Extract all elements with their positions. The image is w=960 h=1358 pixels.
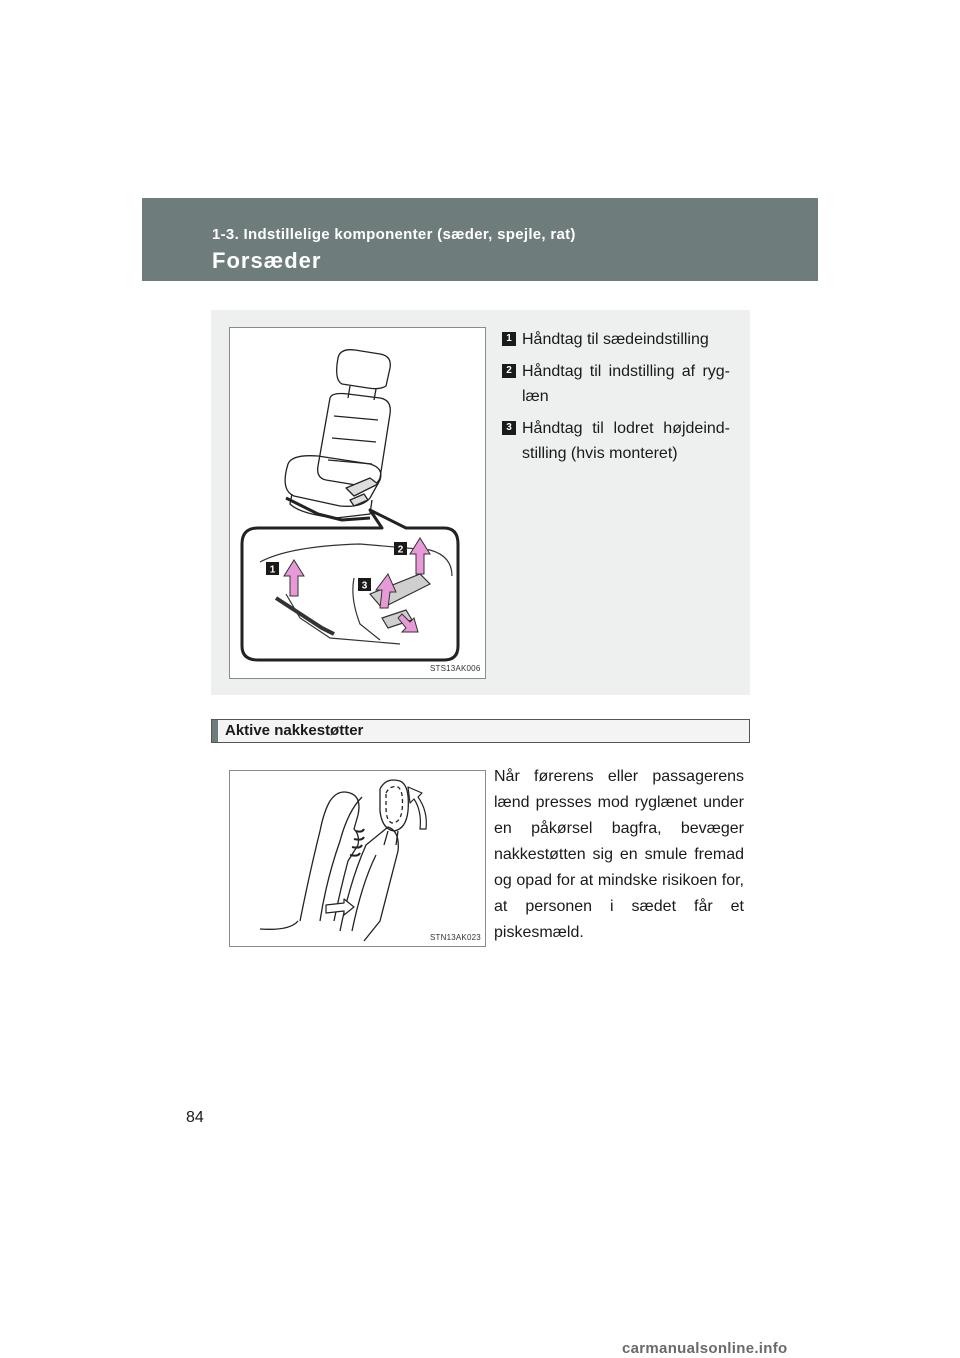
chapter-header <box>142 198 818 281</box>
headrest-drawing <box>230 771 485 946</box>
number-badge: 3 <box>502 421 516 435</box>
figure-legend <box>502 327 730 473</box>
legend-item <box>502 416 730 466</box>
callout-label-3: 3 <box>361 580 368 592</box>
legend-item <box>502 327 730 352</box>
legend-item <box>502 359 730 409</box>
callout-label-1: 1 <box>269 564 276 576</box>
seat-drawing <box>230 328 485 678</box>
figure-code: STN13AK023 <box>430 933 481 942</box>
breadcrumb: 1-3. Indstillelige komponenter (sæder, spejle, rat) <box>212 226 576 243</box>
legend-text: Håndtag til sædeindstilling <box>522 331 709 348</box>
section-heading-bar <box>212 720 218 742</box>
headrest-illustration <box>229 770 486 947</box>
body-paragraph: Når førerens eller passagerens lænd presses mod ryglænet under en påkørsel bagfra, bevæger nakkestøtten sig en smule fremad og opad for at mindske risikoen for, at personen i sædet får et piskesmæld. <box>494 768 744 941</box>
section-heading <box>211 719 750 743</box>
number-badge: 1 <box>502 332 516 346</box>
watermark: carmanualsonline.info <box>622 1340 788 1357</box>
callout-label-2: 2 <box>397 544 404 556</box>
page-title: Forsæder <box>212 248 322 273</box>
seat-illustration <box>229 327 486 679</box>
figure-code: STS13AK006 <box>430 664 481 673</box>
legend-text: Håndtag til indstilling af ryglæn <box>522 363 730 405</box>
page-number: 84 <box>186 1109 204 1126</box>
section-heading-title: Aktive nakkestøtter <box>225 722 364 739</box>
number-badge: 2 <box>502 364 516 378</box>
legend-text: Håndtag til lodret højdeindstilling (hvis monteret) <box>522 420 730 462</box>
